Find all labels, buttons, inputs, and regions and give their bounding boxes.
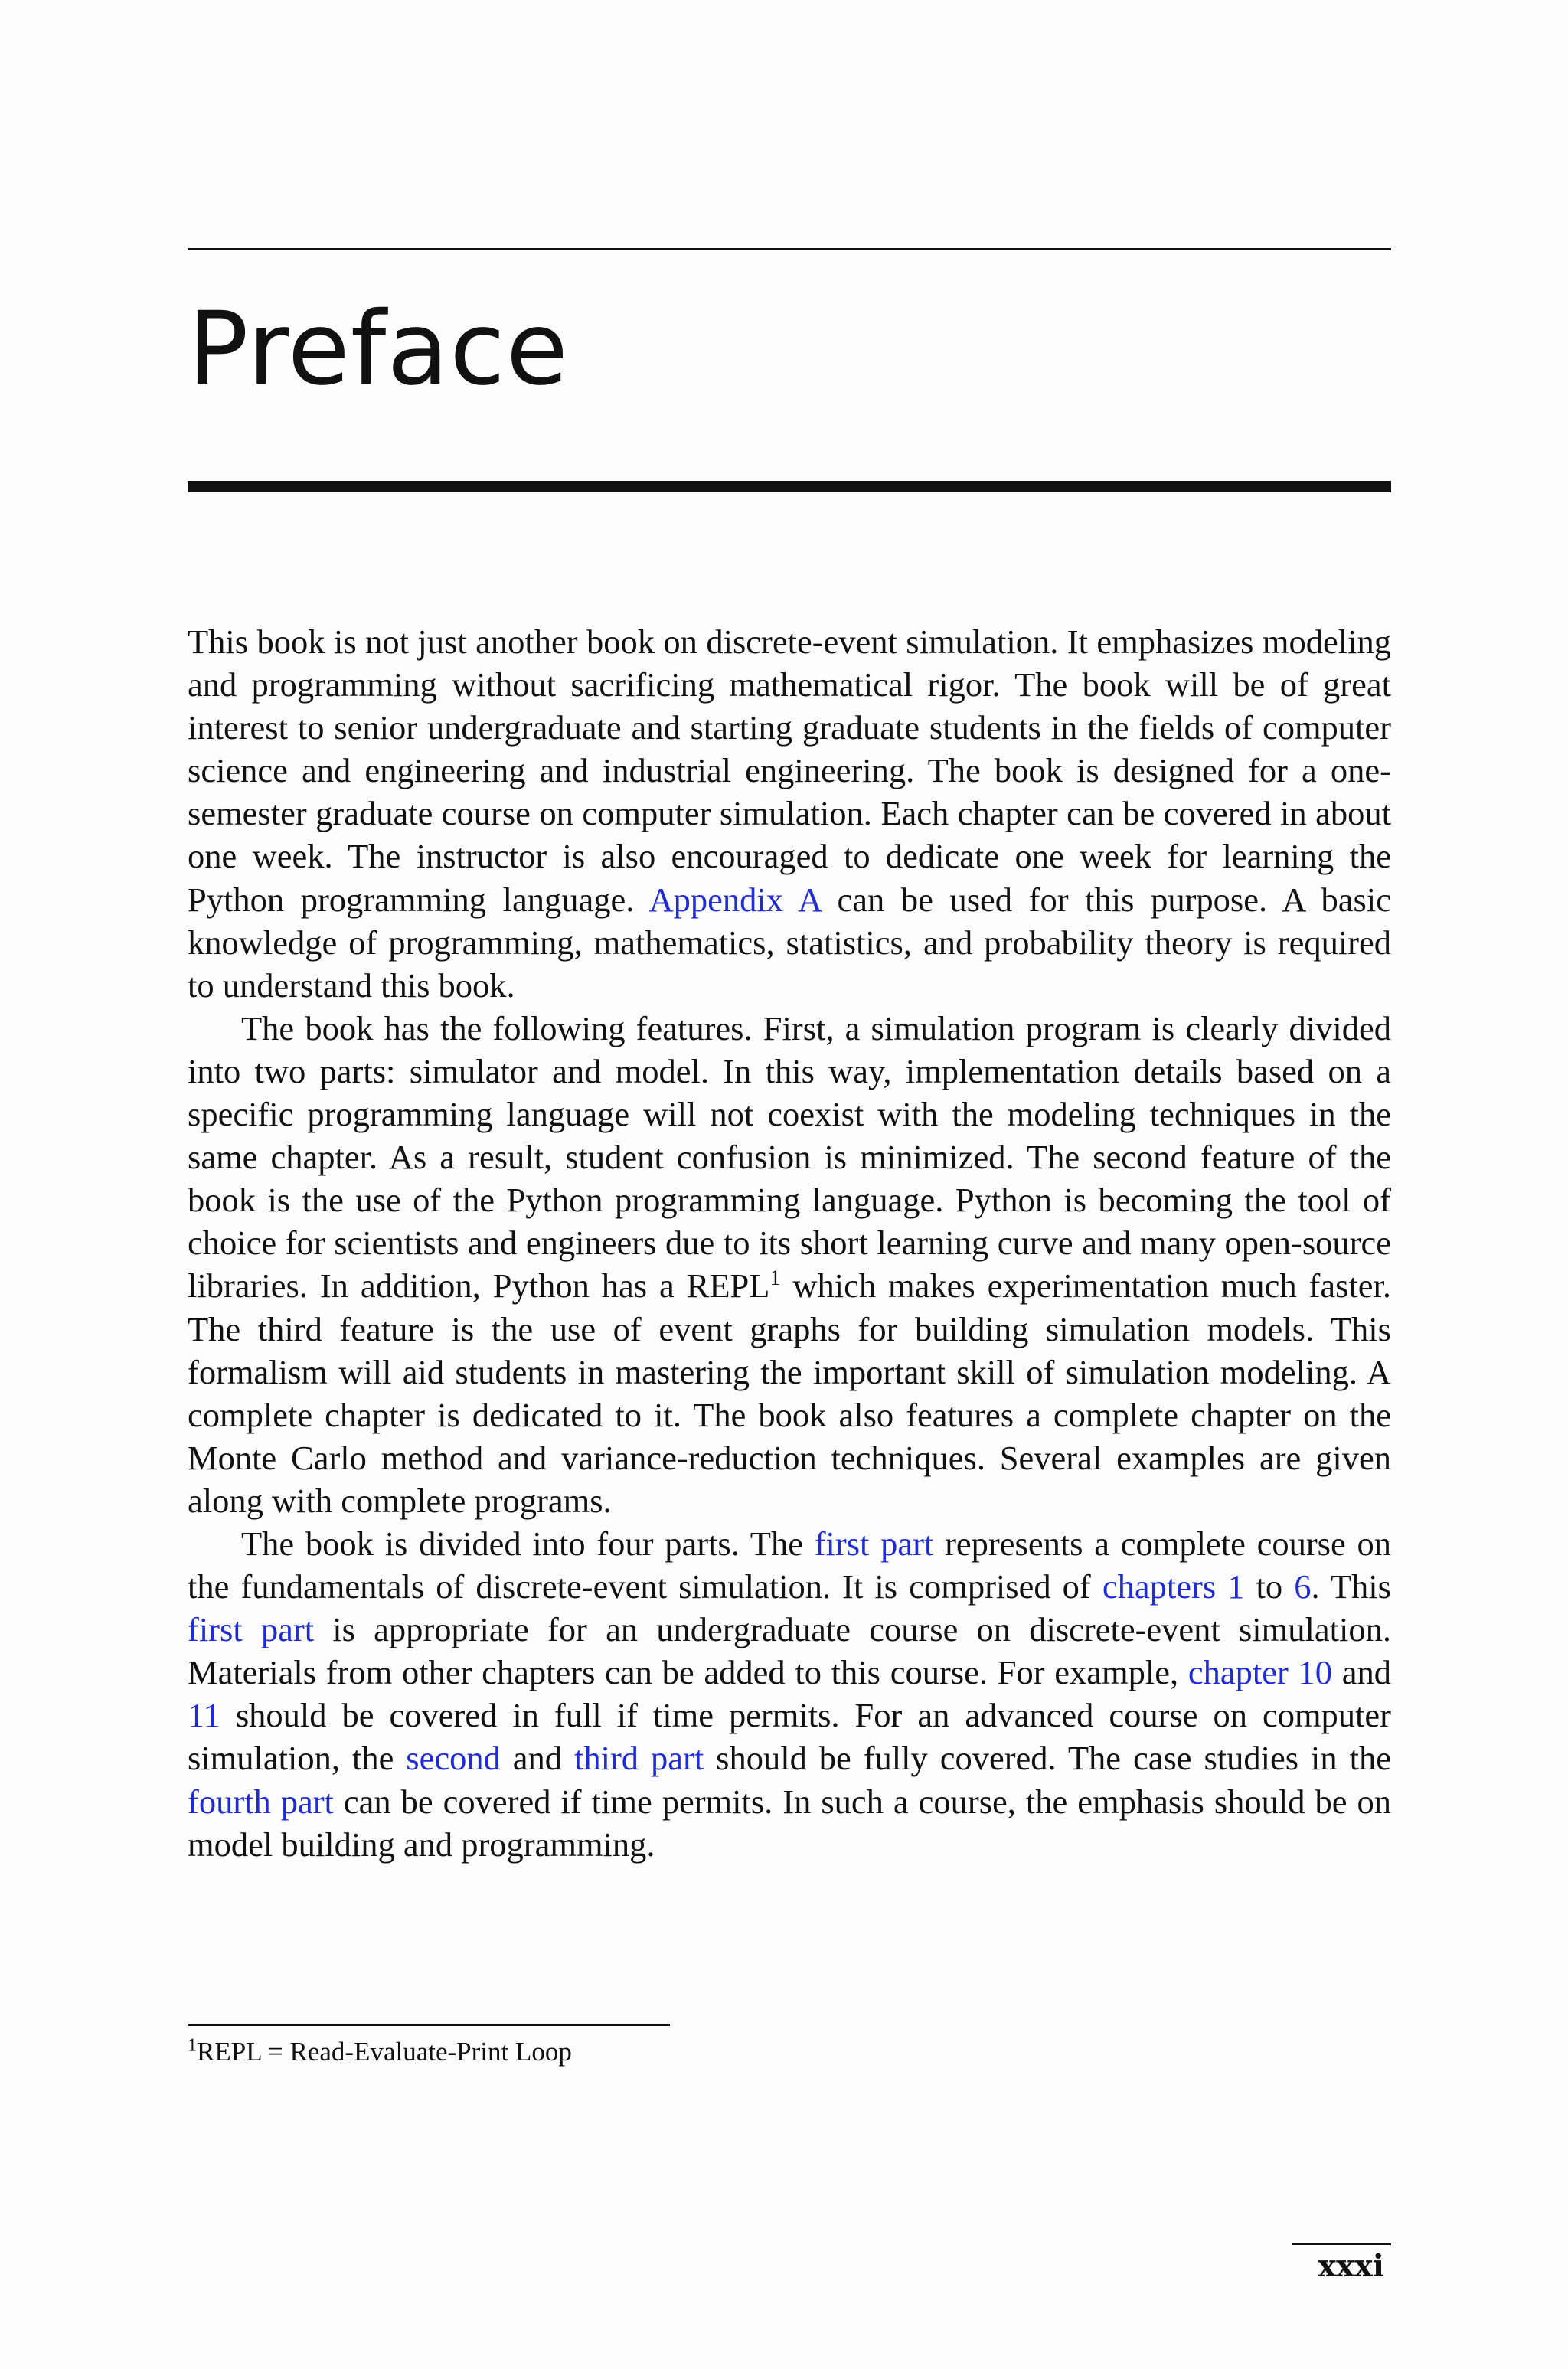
first-part-link[interactable]: first part (814, 1524, 934, 1563)
body-text (188, 620, 1391, 1866)
appendix-a-link[interactable]: Appendix A (648, 880, 821, 919)
text-run: should be covered in full if time permits. For an advanced course on computer simulation, the (188, 1696, 1391, 1778)
text-run: should be fully covered. The case studies in the (704, 1739, 1391, 1778)
chapter-11-link[interactable]: 11 (188, 1696, 220, 1735)
text-run: and (500, 1739, 575, 1778)
paragraph-3 (188, 1522, 1391, 1866)
text-run: The book is divided into four parts. The (241, 1524, 815, 1563)
text-run: can be covered if time permits. In such a course, the emphasis should be on model building and programming. (188, 1782, 1391, 1864)
footnote-text: REPL = Read-Evaluate-Print Loop (197, 2037, 572, 2067)
third-part-link[interactable]: third part (574, 1739, 704, 1778)
title-bottom-rule (188, 481, 1391, 492)
text-run: represents a complete course on the fundamentals of discrete-event simulation. It is comprised of (188, 1524, 1391, 1606)
footnote (188, 2035, 572, 2069)
text-run: can be used for this purpose. A basic knowledge of programming, mathematics, statistics, and probability theory is required to understand this book. (188, 880, 1391, 1005)
title-top-rule (188, 248, 1391, 250)
paragraph-2 (188, 1007, 1391, 1522)
text-run: and (1332, 1653, 1391, 1692)
text-run: The book has the following features. First, a simulation program is clearly divided into two parts: simulator and model. In this way, implementation details based on a specific programming language will not coexist with the modeling techniques in the same chapter. As a result, student confusion is minimized. The second feature of the book is the use of the Python programming language. Python is becoming the tool of choice for scientists and engineers due to its short learning curve and many open-source libraries. In addition, Python has a REPL (188, 1008, 1391, 1305)
paragraph-1 (188, 620, 1391, 1007)
footnote-reference[interactable]: 1 (769, 1266, 781, 1291)
text-run: . This (1311, 1567, 1391, 1606)
chapters-1-link[interactable]: chapters 1 (1102, 1567, 1245, 1606)
chapter-6-link[interactable]: 6 (1294, 1567, 1312, 1606)
fourth-part-link[interactable]: fourth part (188, 1782, 334, 1821)
text-run: to (1244, 1567, 1295, 1606)
page-title: Preface (188, 290, 570, 408)
footnote-rule (188, 2024, 670, 2026)
page-number: xxxi (1318, 2248, 1384, 2284)
text-run: is appropriate for an undergraduate course on discrete-event simulation. Materials from other chapters can be added to this course. For example, (188, 1610, 1391, 1692)
second-part-link[interactable]: second (406, 1739, 501, 1778)
footnote-mark: 1 (188, 2035, 197, 2056)
chapter-10-link[interactable]: chapter 10 (1187, 1653, 1333, 1692)
text-run: This book is not just another book on discrete-event simulation. It emphasizes modeling and programming without sacrificing mathematical rigor. The book will be of great interest to senior undergraduate and starting graduate students in the fields of computer science and engineering and industrial engineering. The book is designed for a one-semester graduate course on computer simulation. Each chapter can be covered in about one week. The instructor is also encouraged to dedicate one week for learning the Python programming language. (188, 622, 1391, 919)
text-run: which makes experimentation much faster. The third feature is the use of event graphs for building simulation models. This formalism will aid students in mastering the important skill of simulation modeling. A complete chapter is dedicated to it. The book also features a complete chapter on the Monte Carlo method and variance-reduction techniques. Several examples are given along with complete programs. (188, 1266, 1392, 1520)
first-part-link-2[interactable]: first part (188, 1610, 315, 1649)
